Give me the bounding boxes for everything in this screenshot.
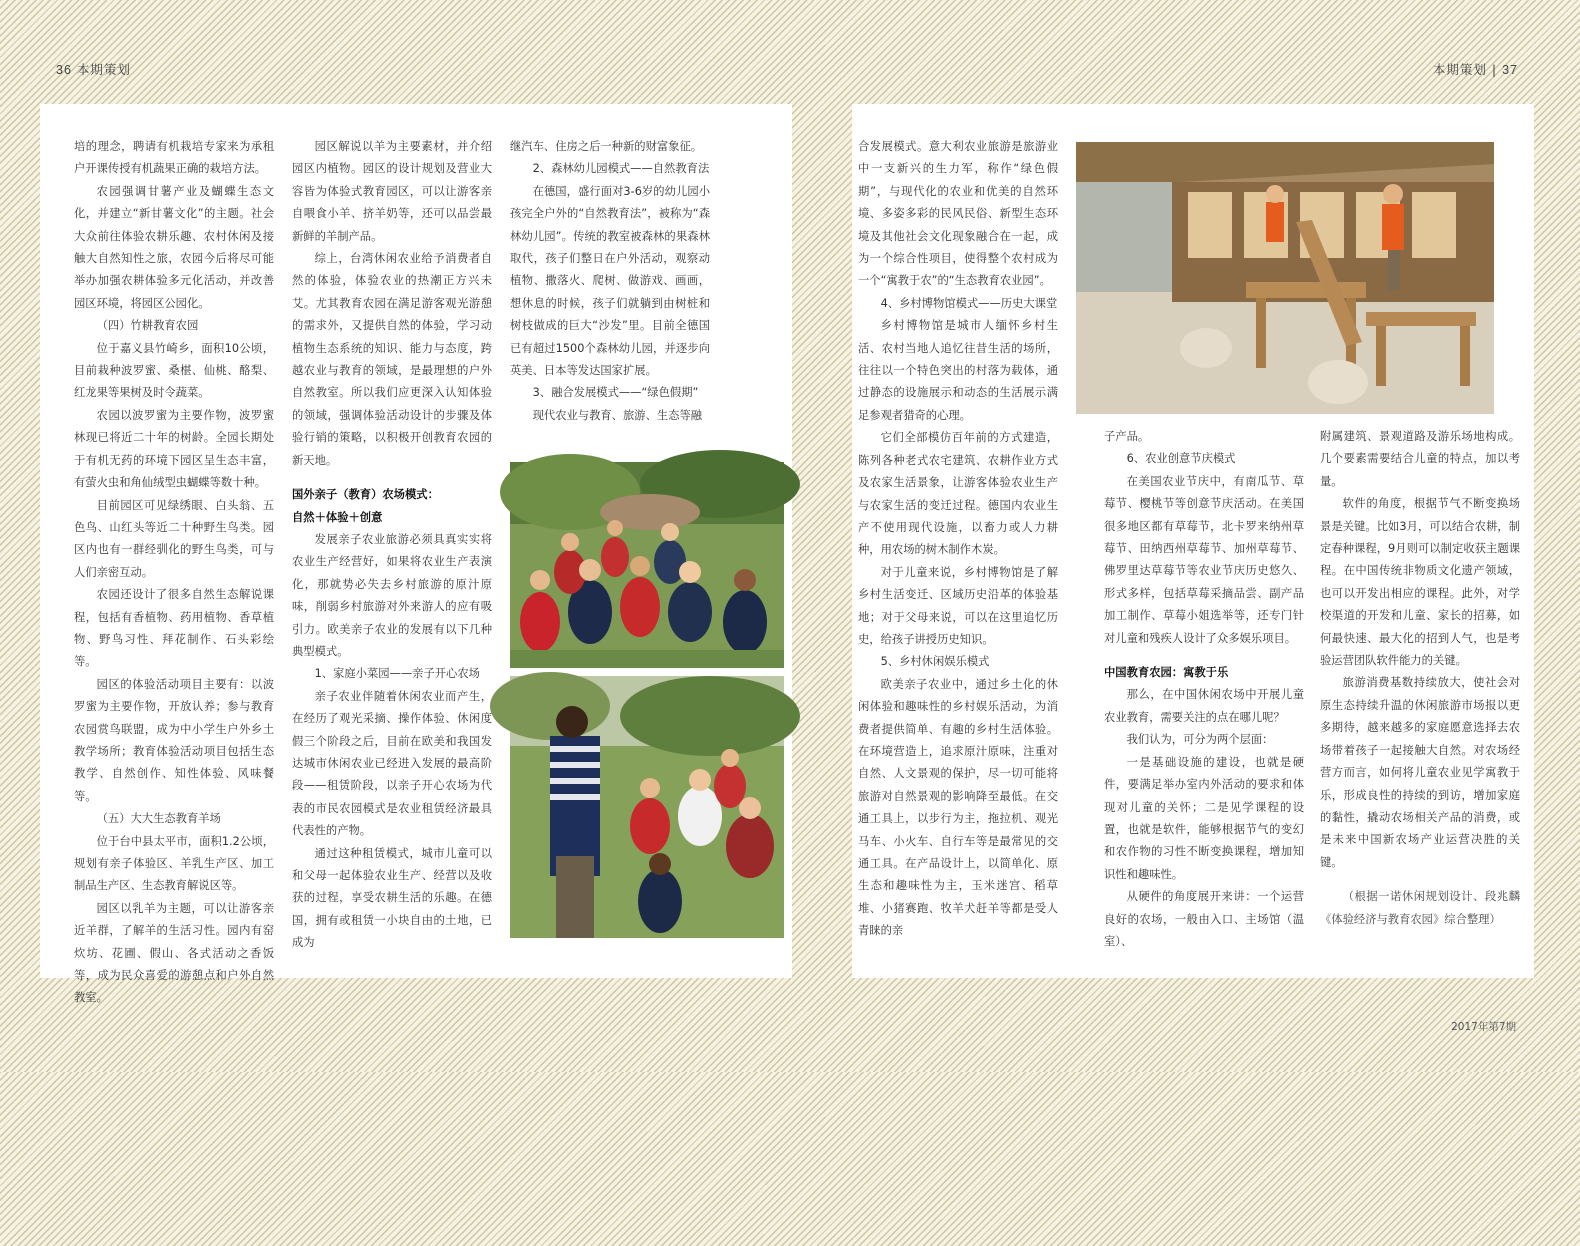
article-paragraph: 附属建筑、景观道路及游乐场地构成。几个要素需要结合儿童的特点，加以考量。 <box>1320 430 1520 488</box>
issue-footer: 2017年第7期 <box>1451 1021 1516 1033</box>
article-paragraph: 对于儿童来说，乡村博物馆是了解乡村生活变迁、区域历史沿革的体验基地；对于父母来说，可以在这里追忆历史，给孩子讲授历史知识。 <box>858 565 1058 646</box>
article-paragraph: 它们全部模仿百年前的方式建造，陈列各种老式农宅建筑、农耕作业方式及农家生活景象，让游客体验农业生产与农家生活的变迁过程。德国内农业生产不使用现代设施，以畜力或人力耕种，用农场的树木制作木炭。 <box>858 431 1058 557</box>
article-paragraph: 旅游消费基数持续放大，使社会对原生态持续升温的休闲旅游市场报以更多期待，越来越多的家庭愿意选择去农场带着孩子一起接触大自然。对农场经营方而言，如何将儿童农业见学寓教于乐，形成良性的持续的到访，增加家庭的黏性，撬动农场相关产品的消费，或是未来中国新农场产业运营决胜的关键。 <box>1320 676 1520 869</box>
article-paragraph: 从硬件的角度展开来讲：一个运营良好的农场，一般由入口、主场馆（温室）、 <box>1104 890 1304 948</box>
article-paragraph: 2、森林幼儿园模式——自然教育法 <box>532 162 710 176</box>
header-separator: | <box>1491 62 1498 77</box>
article-paragraph: 那么，在中国休闲农场中开展儿童农业教育，需要关注的点在哪儿呢？ <box>1104 688 1304 724</box>
article-paragraph: 3、融合发展模式——“绿色假期” <box>532 386 699 400</box>
article-paragraph: 1、家庭小菜园——亲子开心农场 <box>314 667 480 681</box>
article-paragraph: 农园以波罗蜜为主要作物，波罗蜜林现已将近二十年的树龄。全园长期处于有机无药的环境下园区呈生态丰富，有萤火虫和角仙绒型虫蝴蝶等数十种。 <box>74 408 274 490</box>
left-section-title: 本期策划 <box>76 62 131 77</box>
section-heading: 自然＋体验＋创意 <box>292 510 383 524</box>
left-page-column-2 <box>292 136 492 956</box>
left-page-number: 36 <box>56 63 72 77</box>
article-paragraph: 在德国，盛行面对3-6岁的幼儿园小孩完全户外的“自然教育法”，被称为“森林幼儿园”。传统的教室被森林的果森林取代，孩子们整日在户外活动，观察动植物、撒落火、爬树、做游戏、画画，想休息的时候，孩子们就躺到由树桩和树枝做成的巨大“沙发”里。目前全德国已有超过1500个森林幼儿园，并逐步向英美、日本等发达国家扩展。 <box>510 184 710 378</box>
left-page <box>40 104 792 1005</box>
section-heading: 中国教育农园：寓教于乐 <box>1104 666 1229 680</box>
article-paragraph: 农园还设计了很多自然生态解说课程，包括有香植物、药用植物、香草植物、野鸟习性、拜花制作、石头彩绘等。 <box>74 588 274 669</box>
article-paragraph: 综上，台湾休闲农业给予消费者自然的体验，体验农业的热潮正方兴未艾。尤其教育农园在满足游客观光游憩的需求外，又提供自然的体验，学习动植物生态系统的知识、能力与态度，跨越农业与教育的领域，是最理想的户外自然教室。所以我们应更深入认知体验的领域，强调体验活动设计的步骤及体验行销的策略，以积极开创教育农园的新天地。 <box>292 252 492 467</box>
right-section-title: 本期策划 <box>1432 62 1487 77</box>
article-paragraph: 一是基础设施的建设，也就是硬件，要满足举办室内外活动的要求和体现对儿童的关怀；二是见学课程的设置，也就是软件，能够根据节气的变幻和农作物的习性不断变换课程，增加知识性和趣味性。 <box>1104 755 1304 881</box>
article-paragraph: 4、乡村博物馆模式——历史大课堂 <box>880 296 1058 310</box>
article-paragraph: 位于嘉义县竹崎乡，面积10公顷，目前栽种波罗蜜、桑椹、仙桃、酪梨、红龙果等果树及时令蔬菜。 <box>74 341 274 400</box>
article-paragraph: （根据一诺休闲规划设计、段兆麟《体验经济与教育农园》综合整理） <box>1320 890 1520 926</box>
article-paragraph: 在美国农业节庆中，有南瓜节、草莓节、樱桃节等创意节庆活动。在美国很多地区都有草莓节，北卡罗来纳州草莓节、田纳西州草莓节、加州草莓节、佛罗里达草莓节等农业节庆历史悠久、形式多样，包括草莓采摘品尝、副产品加工制作、草莓小姐选举等，还专门针对儿童和残疾人设计了众多娱乐项目。 <box>1104 474 1304 645</box>
article-paragraph: 农园强调甘薯产业及蝴蝶生态文化，并建立“新甘薯文化”的主题。社会大众前往体验农耕乐趣、农村休闲及接触大自然知性之旅，农园今后将尽可能举办加强农耕体验多元化活动，并改善园区环境，将园区公园化。 <box>74 184 274 310</box>
article-paragraph: 我们认为，可分为两个层面： <box>1126 733 1274 747</box>
article-paragraph: 发展亲子农业旅游必须具真实实将农业生产经营好，如果将农业生产表演化，那就势必失去乡村旅游的原汁原味，削弱乡村旅游对外来游人的应有吸引力。欧美亲子农业的发展有以下几种典型模式。 <box>292 532 492 658</box>
article-paragraph: 子产品。 <box>1104 430 1150 443</box>
article-paragraph: 软件的角度，根据节气不断变换场景是关键。比如3月，可以结合农耕，制定春种课程，9月则可以制定收获主题课程。在中国传统非物质文化遗产领域，也可以开发出相应的课程。此外，对学校渠道的开发和儿童、家长的招募，如何最快速、最大化的招到人气，也是考验运营团队软件能力的关键。 <box>1320 497 1520 668</box>
right-page-header <box>1433 60 1518 78</box>
article-paragraph: 亲子农业伴随着休闲农业而产生，在经历了观光采摘、操作体验、休闲度假三个阶段之后，目前在欧美和我国发达城市休闲农业已经进入发展的最高阶段——租赁阶段，以亲子开心农场为代表的市民农园模式是农业租赁经济最具代表性的产物。 <box>292 689 492 838</box>
left-page-column-3 <box>510 136 710 458</box>
article-paragraph: 园区的体验活动项目主要有：以波罗蜜为主要作物，开放认养；参与教育农园赏鸟联盟，成为中小学生户外乡土教学场所；教育体验活动项目包括生态教学、自然创作、知性体验、风味餐等。 <box>74 677 274 803</box>
article-paragraph: 位于台中县太平市，面积1.2公顷，规划有亲子体验区、羊乳生产区、加工制品生产区、生态教育解说区等。 <box>74 834 274 893</box>
right-page-column-1 <box>858 136 1058 956</box>
article-paragraph: 6、农业创意节庆模式 <box>1126 452 1236 466</box>
article-paragraph: 现代农业与教育、旅游、生态等融 <box>532 408 703 422</box>
photo-teacher-with-children <box>510 676 784 938</box>
photo-children-sitting-on-grass <box>510 462 784 668</box>
section-heading: 国外亲子（教育）农场模式： <box>292 488 439 502</box>
column-spacer <box>1104 650 1304 662</box>
article-paragraph: 欧美亲子农业中，通过乡土化的休闲体验和趣味性的乡村娱乐活动，为消费者提供简单、有趣的乡村生活体验。在环境营造上，追求原汁原味，注重对自然、人文景观的保护，尽一切可能将旅游对自然景观的影响降至最低。在交通工具上，以步行为主，拖拉机、观光马车、小火车、自行车等是最常见的交通工具。在产品设计上，以简单化、原生态和趣味性为主，玉米迷宫、稻草堆、小猪赛跑、牧羊犬赶羊等都是受人青睐的亲 <box>858 677 1058 938</box>
right-page <box>852 104 1534 978</box>
article-paragraph: 培的理念，聘请有机栽培专家来为承租户开课传授有机蔬果正确的栽培方法。 <box>74 140 274 176</box>
left-page-column-1 <box>74 136 274 1005</box>
column-spacer <box>1320 874 1520 886</box>
column-spacer <box>292 472 492 484</box>
article-paragraph: 合发展模式。意大利农业旅游是旅游业中一支新兴的生力军，称作“绿色假期”，与现代化的农业和优美的自然环境、多姿多彩的民风民俗、新型生态环境及其他社会文化现象融合在一起，成为一个综合性项目，使得整个农村成为一个“寓教于农”的“生态教育农业园”。 <box>858 140 1058 288</box>
article-paragraph: 目前园区可见绿绣眼、白头翁、五色鸟、山红头等近二十种野生鸟类。园区内也有一群经驯化的野生鸟类，可与人们亲密互动。 <box>74 498 274 579</box>
article-paragraph: （四）竹耕教育农园 <box>96 319 199 333</box>
article-paragraph: 园区解说以羊为主要素材，并介绍园区内植物。园区的设计规划及营业大容皆为体验式教育园区，可以让游客亲自喂食小羊、挤羊奶等，还可以品尝最新鲜的羊制产品。 <box>292 140 492 243</box>
article-paragraph: 5、乡村休闲娱乐模式 <box>880 655 990 669</box>
article-paragraph: 通过这种租赁模式，城市儿童可以和父母一起体验农业生产、经营以及收获的过程，享受农耕生活的乐趣。在德国，拥有或租赁一小块自由的土地，已成为 <box>292 846 492 950</box>
photo-children-at-wooden-farm-tools <box>1076 142 1494 414</box>
right-page-number: 37 <box>1502 63 1518 77</box>
article-paragraph: 园区以乳羊为主题，可以让游客亲近羊群，了解羊的生活习性。园内有窑炊坊、花圃、假山、各式活动之香饭等，成为民众喜爱的游憩点和户外自然教室。 <box>74 901 274 1005</box>
article-paragraph: （五）大大生态教育羊场 <box>96 812 221 826</box>
article-paragraph: 继汽车、住房之后一种新的财富象征。 <box>510 140 703 153</box>
article-paragraph: 乡村博物馆是城市人缅怀乡村生活、农村当地人追忆往昔生活的场所，往往以一个特色突出的村落为载体，通过静态的设施展示和动态的生活展示满足参观者猎奇的心理。 <box>858 319 1058 422</box>
left-page-header <box>56 60 131 78</box>
